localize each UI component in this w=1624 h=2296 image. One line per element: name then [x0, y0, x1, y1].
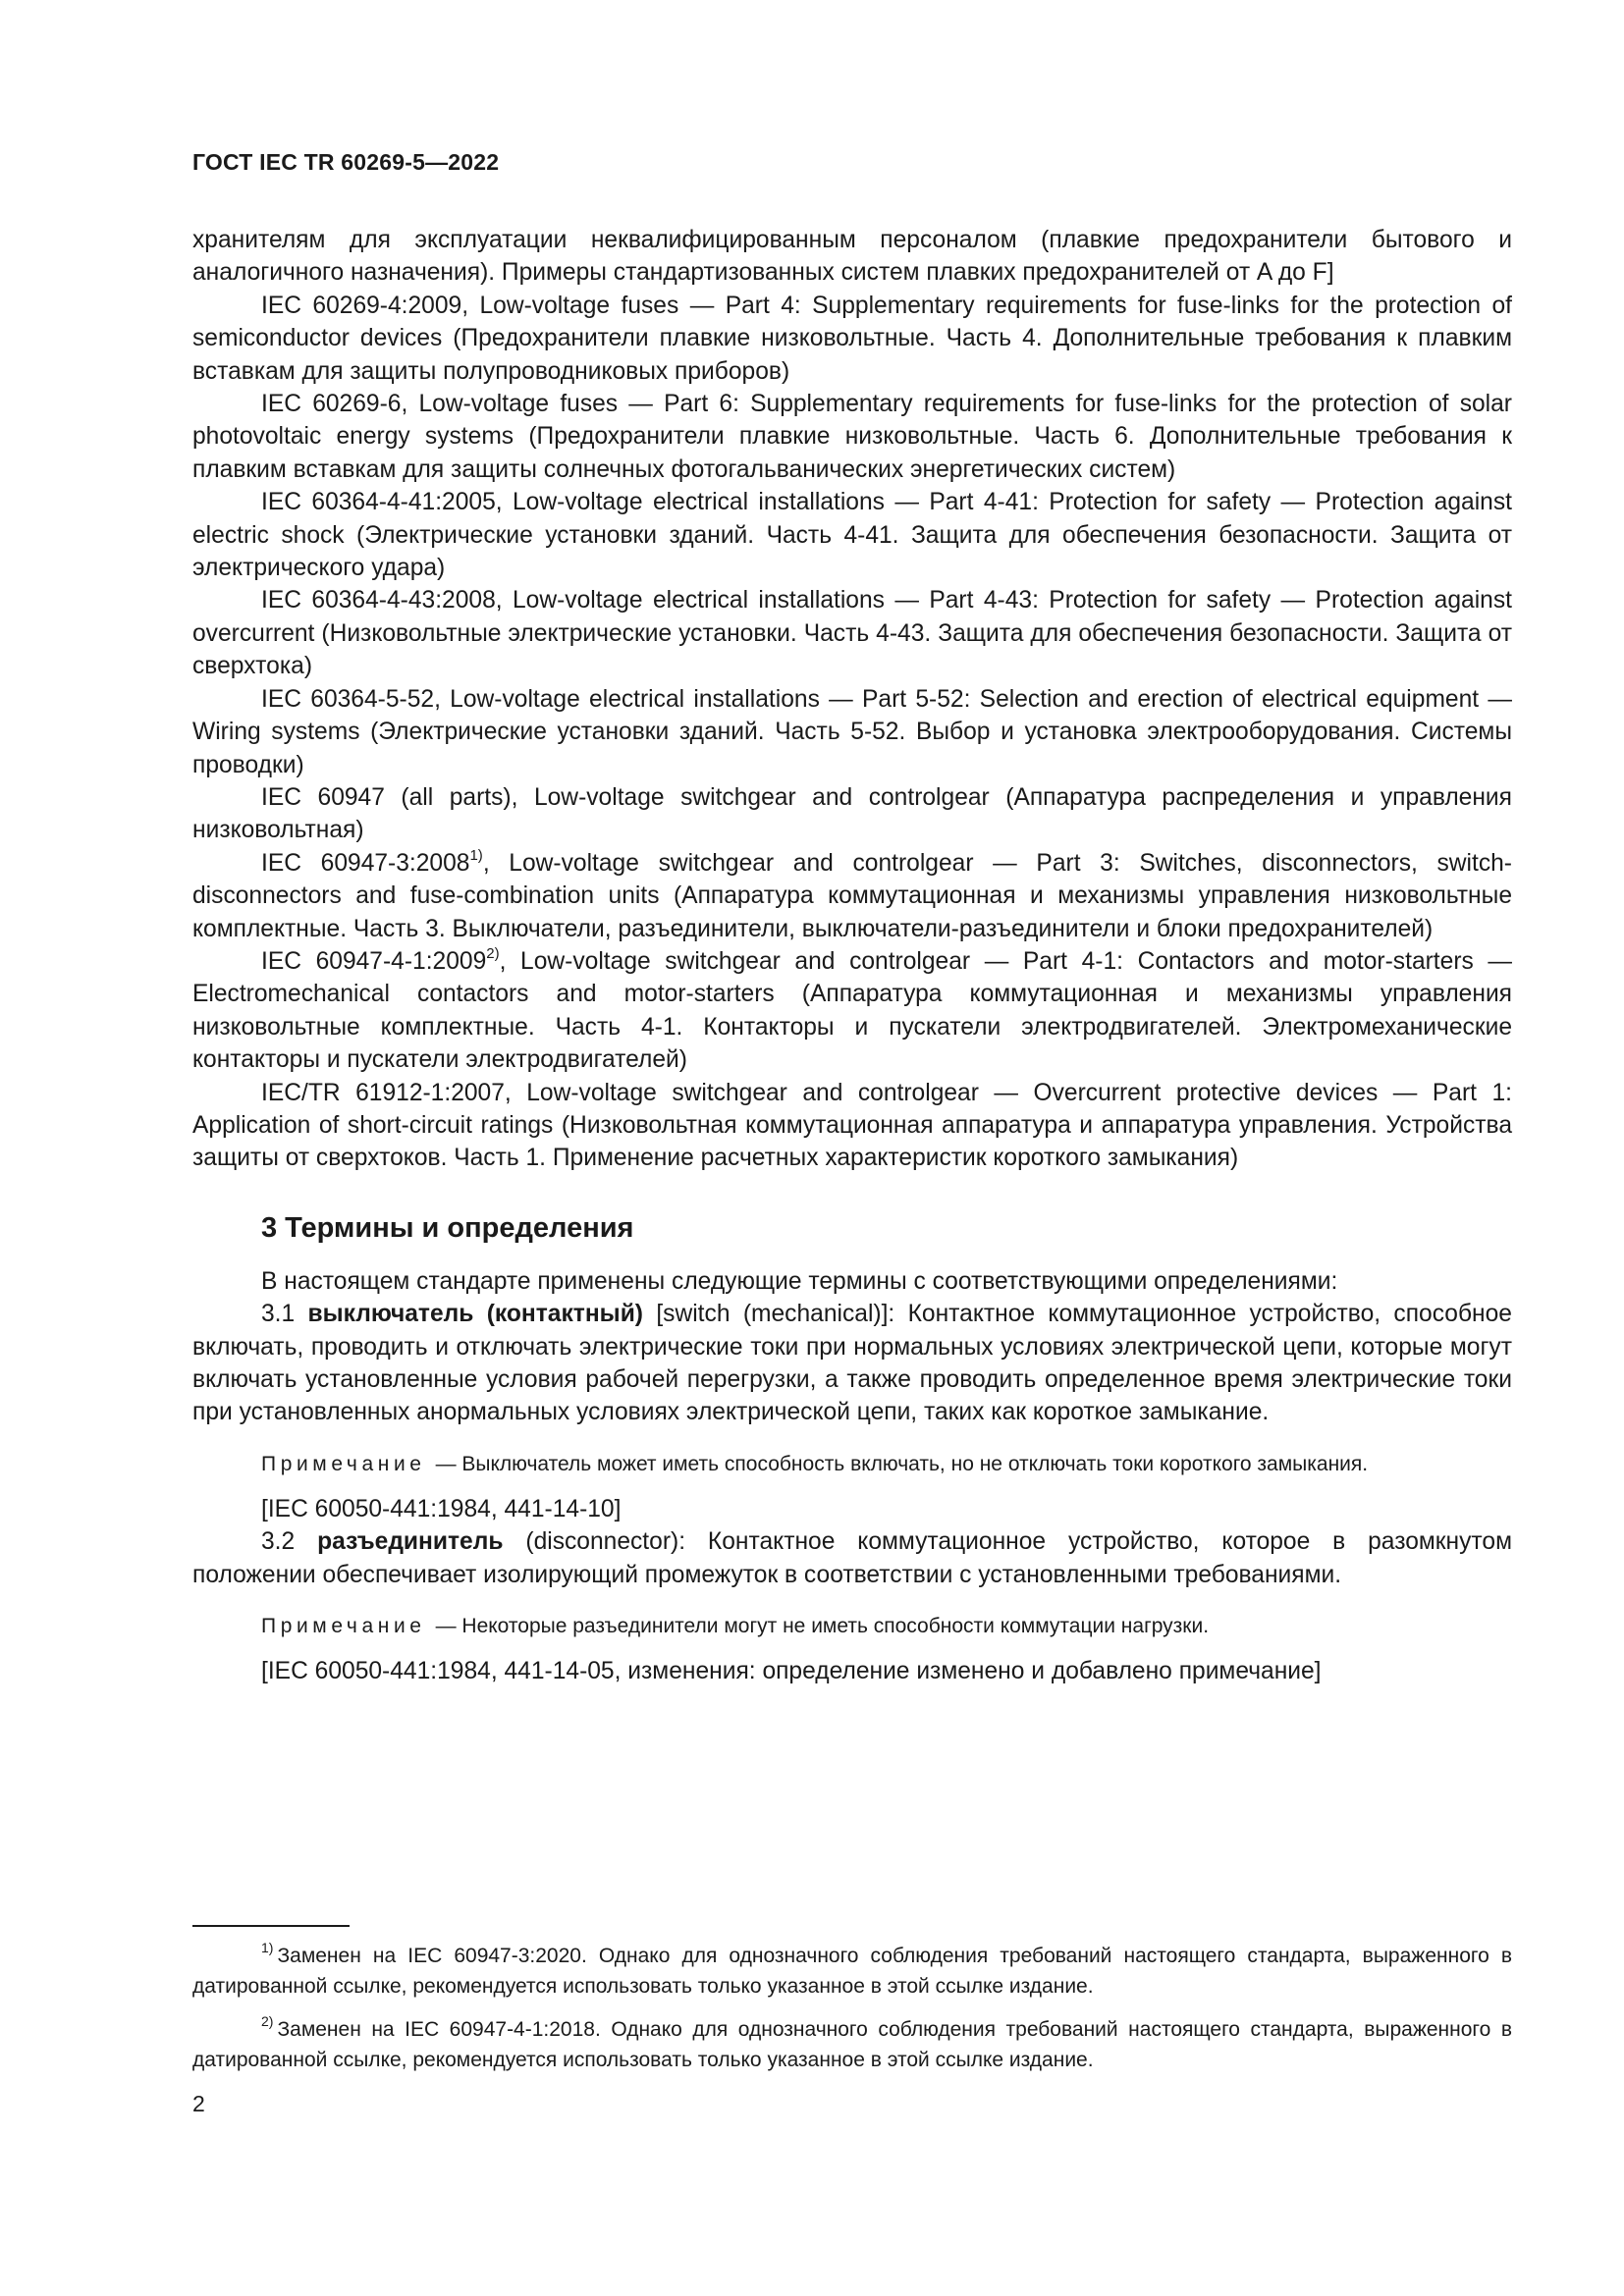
note-text: — Некоторые разъединители могут не иметь способности коммутации нагрузки.: [435, 1615, 1210, 1638]
note-label: Примечание: [261, 1452, 426, 1475]
term-definition-text: (disconnector): Контактное коммутационное устройство, которое в разомкнутом положении обеспечивает изолирующий промежуток в соответствии с установленными требованиями.: [192, 1528, 1513, 1588]
footnote-marker: 2): [486, 944, 500, 962]
term-source: [IEC 60050-441:1984, 441-14-10]: [261, 1495, 622, 1522]
note-label: Примечание: [261, 1615, 426, 1638]
reference-text: , Low-voltage switchgear and controlgear — Part 3: Switches, disconnectors, switch-disconnectors and fuse-combination units (Аппаратура коммутационная и механизмы управления низковольтные комплектные. Часть 3. Выключатели, разъединители, выключатели-разъединители и блоки предохранителей): [192, 849, 1512, 942]
reference-iec-60364-5-52: IEC 60364-5-52, Low-voltage electrical installations — Part 5-52: Selection and erection of electrical equipment — Wiring systems (Электрические установки зданий. Часть 5-52. Выбор и установка электрооборудования. Системы проводки): [192, 685, 1512, 778]
footnote-separator: [192, 1925, 350, 1927]
term-definition-text: [switch (mechanical)]: Контактное коммутационное устройство, способное включать, проводить и отключать электрические токи при нормальных условиях электрической цепи, которые могут включать установленные условия рабочей перегрузки, а также проводить определенное время электрические токи при установленных анормальных условиях электрической цепи, таких как короткое замыкание.: [192, 1301, 1512, 1426]
term-note: [192, 1611, 1512, 1641]
reference-continuation: хранителям для эксплуатации неквалифицированным персоналом (плавкие предохранители бытового и аналогичного назначения). Примеры стандартизованных систем плавких предохранителей от A до F]: [192, 227, 1512, 287]
term-name: разъединитель: [317, 1528, 504, 1556]
reference-iec-60947: IEC 60947 (all parts), Low-voltage switchgear and controlgear (Аппаратура распределения и управления низковольтная): [192, 783, 1512, 844]
term-source: [IEC 60050-441:1984, 441-14-05, изменения: определение изменено и добавлено примечание]: [261, 1658, 1322, 1685]
term-name: выключатель (контактный): [307, 1301, 643, 1328]
footnote-text: Заменен на IEC 60947-3:2020. Однако для однозначного соблюдения требований настоящего стандарта, выраженного в датированной ссылке, рекомендуется использовать только указанное в этой ссылке издание.: [192, 1945, 1512, 1998]
section-intro: В настоящем стандарте применены следующие термины с соответствующими определениями:: [261, 1267, 1338, 1295]
footnote-mark: 2): [261, 2013, 274, 2029]
term-number: 3.1: [261, 1301, 308, 1328]
reference-iec-60269-4: IEC 60269-4:2009, Low-voltage fuses — Part 4: Supplementary requirements for fuse-links for the protection of semiconductor devices (Предохранители плавкие низковольтные. Часть 4. Дополнительные требования к плавким вставкам для защиты полупроводниковых приборов): [192, 292, 1512, 385]
reference-iec-60947-3: [192, 847, 1512, 945]
term-definition-3-1: [192, 1298, 1512, 1429]
footnote: [192, 1941, 1512, 2002]
term-note: [192, 1449, 1512, 1479]
page-number: 2: [192, 2091, 205, 2116]
reference-text: , Low-voltage switchgear and controlgear — Part 4-1: Contactors and motor-starters — Electromechanical contactors and motor-starters (Аппаратура коммутационная и механизмы управления низковольтные комплектные. Часть 4-1. Контакторы и пускатели электродвигателей. Электромеханические контакторы и пускатели электродвигателей): [192, 947, 1513, 1074]
term-number: 3.2: [261, 1528, 318, 1556]
footnote-text: Заменен на IEC 60947-4-1:2018. Однако для однозначного соблюдения требований настоящего стандарта, выраженного в датированной ссылке, рекомендуется использовать только указанное в этой ссылке издание.: [192, 2018, 1512, 2071]
footnotes: [192, 1941, 1512, 2088]
page-content: [192, 224, 1512, 1687]
footnote-marker: 1): [469, 846, 483, 864]
reference-iec-60269-6: IEC 60269-6, Low-voltage fuses — Part 6: Supplementary requirements for fuse-links for the protection of solar photovoltaic energy systems (Предохранители плавкие низковольтные. Часть 6. Дополнительные требования к плавким вставкам для защиты солнечных фотогальванических энергетических систем): [192, 391, 1512, 483]
reference-iec-60947-4-1: [192, 945, 1512, 1077]
reference-iec-tr-61912-1: IEC/TR 61912-1:2007, Low-voltage switchgear and controlgear — Overcurrent protective devices — Part 1: Application of short-circuit ratings (Низковольтная коммутационная аппаратура и аппаратура управления. Устройства защиты от сверхтоков. Часть 1. Применение расчетных характеристик короткого замыкания): [192, 1079, 1512, 1172]
reference-code: IEC 60947-3:2008: [261, 849, 470, 877]
reference-iec-60364-4-41: IEC 60364-4-41:2005, Low-voltage electrical installations — Part 4-41: Protection for safety — Protection against electric shock (Электрические установки зданий. Часть 4-41. Защита для обеспечения безопасности. Защита от электрического удара): [192, 489, 1512, 582]
note-text: — Выключатель может иметь способность включать, но не отключать токи короткого замыкания.: [435, 1452, 1369, 1475]
footnote-mark: 1): [261, 1940, 274, 1955]
section-heading: 3 Термины и определения: [261, 1211, 634, 1244]
reference-code: IEC 60947-4-1:2009: [261, 947, 487, 975]
reference-iec-60364-4-43: IEC 60364-4-43:2008, Low-voltage electrical installations — Part 4-43: Protection for safety — Protection against overcurrent (Низковольтные электрические установки. Часть 4-43. Защита для обеспечения безопасности. Защита от сверхтока): [192, 587, 1512, 680]
footnote: [192, 2014, 1512, 2075]
term-definition-3-2: [192, 1525, 1512, 1591]
document-header: ГОСТ IEC TR 60269-5—2022: [192, 149, 500, 175]
